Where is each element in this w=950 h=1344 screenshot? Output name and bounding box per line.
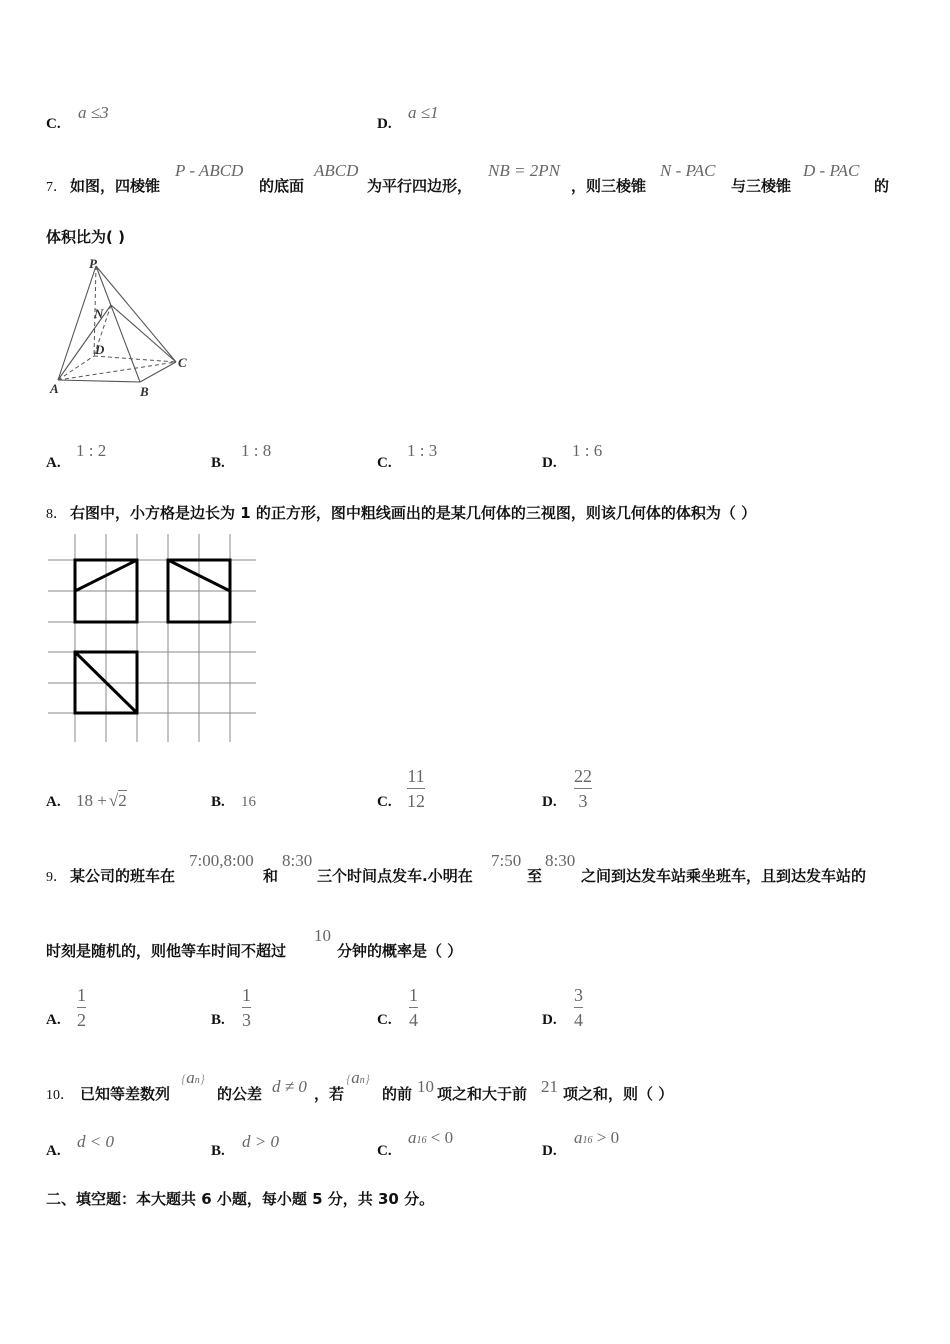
q9-text-3: 三个时间点发车.小明在 xyxy=(317,867,473,885)
q10-text-5: 项之和大于前 xyxy=(437,1085,528,1103)
q7-math-dpac: D - PAC xyxy=(803,161,860,180)
edge-pa xyxy=(58,266,96,380)
q8-option-c-fraction: 11 12 xyxy=(407,766,425,811)
q9-option-d-label: D. xyxy=(542,1012,557,1028)
q7-math-npac: N - PAC xyxy=(660,161,716,180)
q7-pyramid-figure xyxy=(44,254,204,402)
q7-text-1: 如图，四棱锥 xyxy=(70,177,161,195)
q9-option-d-fraction: 3 4 xyxy=(574,985,583,1030)
q10-text-3: ，若 xyxy=(314,1085,345,1103)
q7-text-6: 的 xyxy=(874,177,890,195)
q7-math-pyramid: P - ABCD xyxy=(175,161,244,180)
q10-number: 10． xyxy=(46,1088,74,1103)
q7-text-2: 的底面 xyxy=(259,177,305,195)
q7-option-b-label: B. xyxy=(211,455,225,471)
q9-math-830b: 8:30 xyxy=(545,851,576,870)
q8-option-d-label: D. xyxy=(542,794,557,810)
vertex-label-b: B xyxy=(140,384,149,399)
q7-option-b-value: 1 : 8 xyxy=(241,441,272,460)
q7-option-c-label: C. xyxy=(377,455,392,471)
q7-math-base: ABCD xyxy=(314,161,359,180)
edge-ad-hidden xyxy=(58,356,94,380)
q10-sequence-2: {an} xyxy=(346,1068,370,1087)
q9-number: 9． xyxy=(46,870,67,885)
q8-option-b-value: 16 xyxy=(241,794,256,810)
q9-text-6: 时刻是随机的，则他等车时间不超过 xyxy=(46,942,287,960)
q10-option-c-value: a16 < 0 xyxy=(408,1128,454,1147)
q9-option-a-label: A. xyxy=(46,1012,61,1028)
vertex-label-c: C xyxy=(178,355,187,370)
q10-option-c-label: C. xyxy=(377,1143,392,1159)
edge-ab xyxy=(58,380,140,382)
q9-text-1: 某公司的班车在 xyxy=(70,867,176,885)
q9-option-a-fraction: 1 2 xyxy=(77,985,86,1030)
section-2-heading: 二、填空题：本大题共 6 小题，每小题 5 分，共 30 分。 xyxy=(46,1190,435,1208)
q10-option-b-value: d > 0 xyxy=(242,1132,279,1151)
q7-option-c-value: 1 : 3 xyxy=(407,441,438,460)
q10-option-a-label: A. xyxy=(46,1143,61,1159)
q6-option-d-label: D. xyxy=(377,116,392,132)
q7-option-d-label: D. xyxy=(542,455,557,471)
q7-text-4: ，则三棱锥 xyxy=(571,177,647,195)
q8-option-c-label: C. xyxy=(377,794,392,810)
q7-text-line2: 体积比为( ) xyxy=(46,228,125,246)
q7-text-3: 为平行四边形， xyxy=(367,177,473,195)
q9-math-830: 8:30 xyxy=(282,851,313,870)
q7-option-a-label: A. xyxy=(46,455,61,471)
q10-math-21: 21 xyxy=(541,1077,558,1096)
q9-text-4: 至 xyxy=(527,867,543,885)
q10-text-2: 的公差 xyxy=(217,1085,263,1103)
edge-ac-hidden xyxy=(58,362,176,380)
q7-text-5: 与三棱锥 xyxy=(731,177,792,195)
q9-option-c-fraction: 1 4 xyxy=(409,985,418,1030)
q10-sequence-1: {an} xyxy=(181,1068,205,1087)
q9-math-750: 7:50 xyxy=(491,851,522,870)
edge-dc-hidden xyxy=(94,356,176,362)
q8-number: 8． xyxy=(46,507,67,522)
q9-option-b-fraction: 1 3 xyxy=(242,985,251,1030)
q7-option-a-value: 1 : 2 xyxy=(76,441,107,460)
q10-option-d-label: D. xyxy=(542,1143,557,1159)
q9-math-10: 10 xyxy=(314,926,331,945)
q9-option-b-label: B. xyxy=(211,1012,225,1028)
edge-nc xyxy=(111,305,176,362)
vertex-label-a: A xyxy=(50,381,59,396)
q8-option-d-fraction: 22 3 xyxy=(574,766,592,811)
q8-option-a-value: 18 + √2 xyxy=(76,791,127,810)
q9-option-c-label: C. xyxy=(377,1012,392,1028)
q8-option-a-label: A. xyxy=(46,794,61,810)
q7-number: 7． xyxy=(46,180,67,195)
vertex-label-n: N xyxy=(94,306,104,321)
q10-option-d-value: a16 > 0 xyxy=(574,1128,620,1147)
q6-option-c-value: a ≤3 xyxy=(78,103,109,122)
q10-option-b-label: B. xyxy=(211,1143,225,1159)
q8-text: 右图中，小方格是边长为 1 的正方形，图中粗线画出的是某几何体的三视图，则该几何体的体积为（ ） xyxy=(70,504,757,522)
vertex-label-d: D xyxy=(95,342,105,357)
q10-text-6: 项之和，则（ ） xyxy=(563,1085,674,1103)
q10-math-d: d ≠ 0 xyxy=(272,1077,307,1096)
q10-text-1: 已知等差数列 xyxy=(80,1085,171,1103)
q9-text-7: 分钟的概率是（ ） xyxy=(337,942,463,960)
q9-math-times: 7:00,8:00 xyxy=(189,851,254,870)
q7-math-ratio: NB = 2PN xyxy=(488,161,560,180)
q10-option-a-value: d < 0 xyxy=(77,1132,114,1151)
q7-option-d-value: 1 : 6 xyxy=(572,441,603,460)
q8-option-b-label: B. xyxy=(211,794,225,810)
vertex-label-p: P xyxy=(89,256,97,271)
q8-three-view-figure xyxy=(44,532,260,744)
q9-text-5: 之间到达发车站乘坐班车，且到达发车站的 xyxy=(581,867,867,885)
q9-text-2: 和 xyxy=(263,867,279,885)
q6-option-c-label: C. xyxy=(46,116,61,132)
q6-option-d-value: a ≤1 xyxy=(408,103,439,122)
q10-math-10: 10 xyxy=(417,1077,434,1096)
q10-text-4: 的前 xyxy=(382,1085,413,1103)
